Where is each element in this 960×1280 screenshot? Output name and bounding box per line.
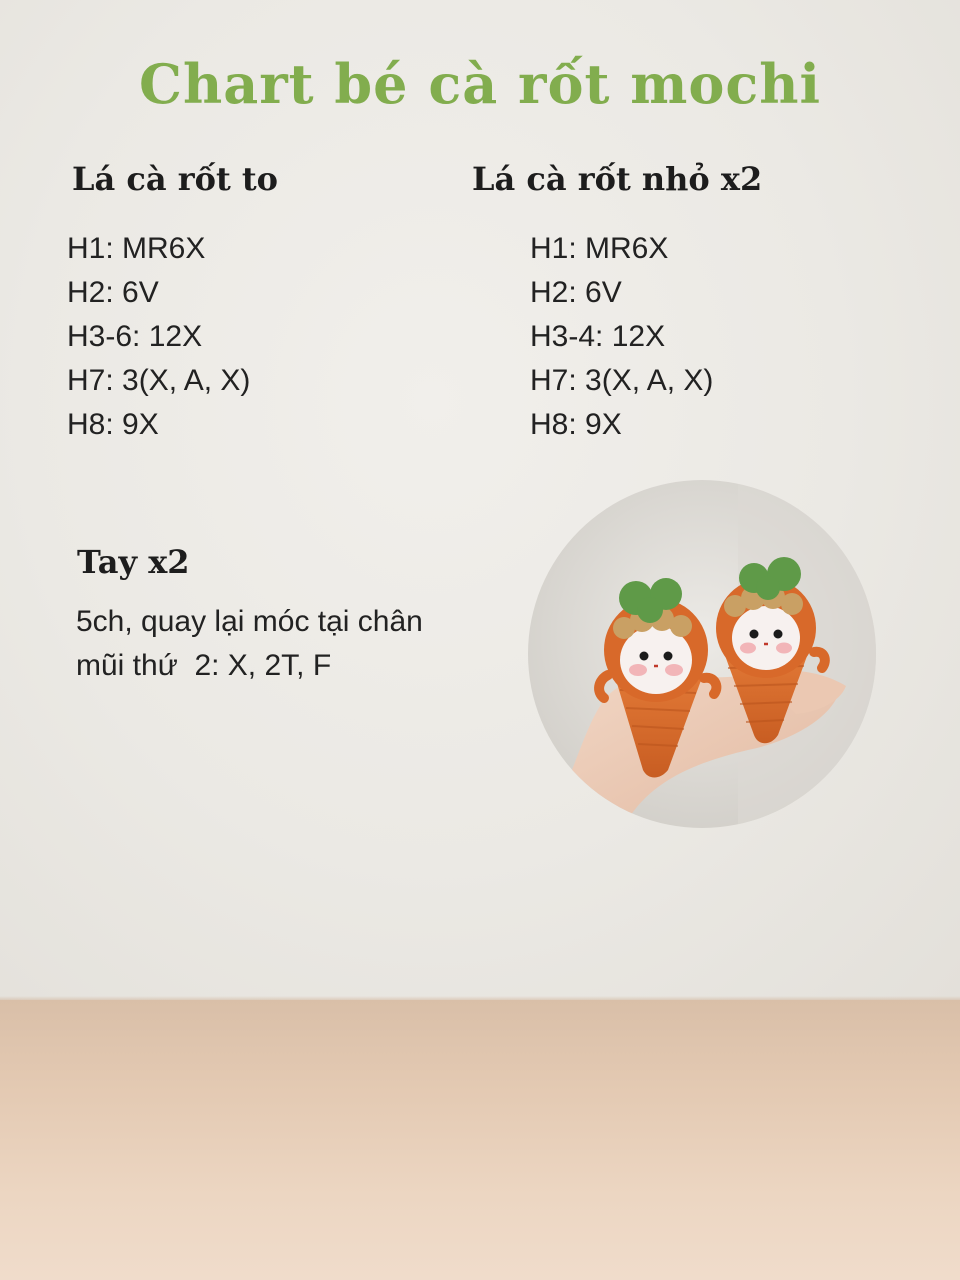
small-leaf-row: H7: 3(X, A, X)	[530, 364, 714, 397]
small-leaf-row: H2: 6V	[530, 276, 622, 309]
carrot-doll-illustration	[528, 480, 876, 828]
small-leaf-row: H1: MR6X	[530, 232, 669, 265]
wooden-floor	[0, 1000, 960, 1280]
big-leaf-heading: Lá cà rốt to	[72, 160, 278, 198]
small-leaf-rows	[530, 227, 713, 447]
big-leaf-row: H7: 3(X, A, X)	[67, 364, 251, 397]
big-leaf-row: H8: 9X	[67, 408, 159, 441]
big-leaf-row: H3-6: 12X	[67, 320, 203, 353]
arm-heading: Tay x2	[77, 543, 190, 581]
big-leaf-rows	[67, 227, 250, 447]
small-leaf-row: H8: 9X	[530, 408, 622, 441]
big-leaf-row: H2: 6V	[67, 276, 159, 309]
big-leaf-row: H1: MR6X	[67, 232, 206, 265]
small-leaf-row: H3-4: 12X	[530, 320, 666, 353]
arm-instruction-line: 5ch, quay lại móc tại chân	[76, 605, 423, 638]
arm-instruction-line: mũi thứ 2: X, 2T, F	[76, 649, 332, 682]
small-leaf-heading: Lá cà rốt nhỏ x2	[472, 160, 763, 198]
carrot-doll-photo	[528, 480, 876, 828]
page-title: Chart bé cà rốt mochi	[138, 52, 822, 116]
arm-instructions	[76, 600, 423, 688]
